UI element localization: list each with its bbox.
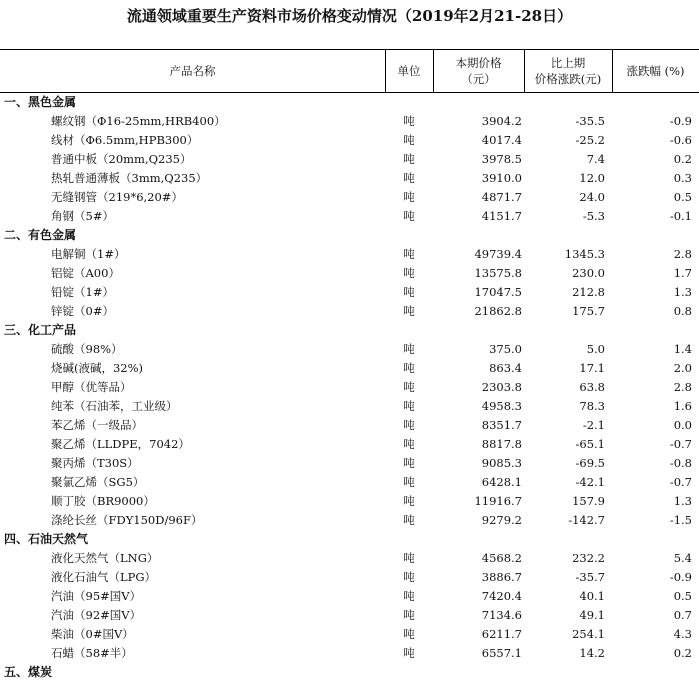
product-name-cell: 液化石油气（LPG）: [51, 570, 157, 584]
page-title: 流通领域重要生产资料市场价格变动情况（2019年2月21-28日）: [126, 7, 573, 25]
product-name-cell: 铅锭（1#）: [51, 285, 114, 299]
section-row: [0, 663, 699, 682]
change-cell: 230.0: [572, 266, 605, 280]
unit-cell: 吨: [403, 513, 415, 527]
pct-change-cell: 1.3: [673, 285, 692, 299]
unit-cell: 吨: [403, 133, 415, 147]
table-row: [0, 112, 699, 131]
pct-change-cell: -0.8: [669, 456, 692, 470]
pct-change-cell: 1.6: [673, 399, 692, 413]
product-name-cell: 铝锭（A00）: [51, 266, 120, 280]
section-title: 三、化工产品: [4, 323, 77, 337]
unit-cell: 吨: [403, 285, 415, 299]
product-name-cell: 涤纶长丝（FDY150D/96F）: [51, 513, 203, 527]
unit-cell: 吨: [403, 247, 415, 261]
pct-change-cell: -0.7: [669, 475, 692, 489]
price-cell: 49739.4: [474, 247, 522, 261]
product-name-cell: 普通中板（20mm,Q235）: [51, 152, 192, 166]
table-row: [0, 568, 699, 587]
change-cell: -35.7: [575, 570, 605, 584]
change-cell: -69.5: [575, 456, 605, 470]
product-name-cell: 苯乙烯（一级品）: [51, 418, 143, 432]
pct-change-cell: 1.4: [673, 342, 692, 356]
table-row: [0, 549, 699, 568]
price-cell: 7134.6: [481, 608, 522, 622]
product-name-cell: 柴油（0#国Ⅴ）: [51, 627, 134, 641]
header-pct: [612, 50, 699, 92]
price-cell: 4017.4: [481, 133, 522, 147]
section-title: 四、石油天然气: [4, 532, 89, 546]
table-row: [0, 625, 699, 644]
price-cell: 7420.4: [481, 589, 522, 603]
unit-cell: 吨: [403, 589, 415, 603]
pct-change-cell: 1.3: [673, 494, 692, 508]
pct-change-cell: -1.5: [669, 513, 692, 527]
change-cell: 1345.3: [564, 247, 605, 261]
change-cell: 78.3: [579, 399, 605, 413]
product-name-cell: 硫酸（98%）: [51, 342, 123, 356]
price-cell: 8351.7: [481, 418, 522, 432]
unit-cell: 吨: [403, 418, 415, 432]
unit-cell: 吨: [403, 494, 415, 508]
table-row: [0, 207, 699, 226]
pct-change-cell: 2.0: [673, 361, 692, 375]
table-row: [0, 131, 699, 150]
change-cell: -2.1: [582, 418, 605, 432]
table-row: [0, 150, 699, 169]
table-row: [0, 587, 699, 606]
price-cell: 6428.1: [481, 475, 522, 489]
change-cell: 175.7: [572, 304, 605, 318]
unit-cell: 吨: [403, 551, 415, 565]
table-row: [0, 188, 699, 207]
change-cell: 7.4: [586, 152, 605, 166]
product-name-cell: 无缝钢管（219*6,20#）: [51, 190, 183, 204]
header-price: [433, 50, 524, 92]
pct-change-cell: 0.2: [673, 646, 692, 660]
table-row: [0, 454, 699, 473]
header-change-line1: 比上期: [550, 56, 586, 70]
pct-change-cell: 0.2: [673, 152, 692, 166]
pct-change-cell: -0.9: [669, 114, 692, 128]
price-cell: 3978.5: [481, 152, 522, 166]
change-cell: 17.1: [579, 361, 605, 375]
change-cell: -35.5: [575, 114, 605, 128]
change-cell: 14.2: [579, 646, 605, 660]
unit-cell: 吨: [403, 399, 415, 413]
pct-change-cell: 2.8: [673, 380, 692, 394]
product-name-cell: 热轧普通薄板（3mm,Q235）: [51, 171, 208, 185]
change-cell: -42.1: [575, 475, 605, 489]
unit-cell: 吨: [403, 266, 415, 280]
unit-cell: 吨: [403, 361, 415, 375]
price-cell: 3904.2: [481, 114, 522, 128]
pct-change-cell: -0.7: [669, 437, 692, 451]
table-row: [0, 416, 699, 435]
price-cell: 375.0: [489, 342, 522, 356]
change-cell: 49.1: [579, 608, 605, 622]
header-product-name: [0, 50, 385, 92]
table-row: [0, 169, 699, 188]
unit-cell: 吨: [403, 342, 415, 356]
price-cell: 9085.3: [481, 456, 522, 470]
product-name-cell: 纯苯（石油苯，工业级）: [51, 399, 178, 413]
unit-cell: 吨: [403, 152, 415, 166]
change-cell: 40.1: [579, 589, 605, 603]
header-price-line2: （元）: [461, 72, 496, 86]
section-row: [0, 93, 699, 112]
table-row: [0, 283, 699, 302]
header-price-line1: 本期价格: [455, 56, 502, 70]
table-row: [0, 245, 699, 264]
header-unit: [385, 50, 433, 92]
price-cell: 4871.7: [481, 190, 522, 204]
table-row: [0, 359, 699, 378]
price-cell: 4151.7: [481, 209, 522, 223]
change-cell: 63.8: [579, 380, 605, 394]
unit-cell: 吨: [403, 171, 415, 185]
price-cell: 21862.8: [474, 304, 522, 318]
product-name-cell: 电解铜（1#）: [51, 247, 126, 261]
pct-change-cell: 0.3: [673, 171, 692, 185]
table-row: [0, 473, 699, 492]
product-name-cell: 顺丁胶（BR9000）: [51, 494, 155, 508]
unit-cell: 吨: [403, 627, 415, 641]
section-row: [0, 226, 699, 245]
unit-cell: 吨: [403, 456, 415, 470]
price-cell: 11916.7: [474, 494, 522, 508]
price-cell: 8817.8: [481, 437, 522, 451]
header-unit-label: 单位: [397, 64, 421, 78]
product-name-cell: 聚乙烯（LLDPE，7042）: [51, 437, 190, 451]
section-row: [0, 530, 699, 549]
unit-cell: 吨: [403, 437, 415, 451]
price-cell: 4958.3: [481, 399, 522, 413]
table-row: [0, 302, 699, 321]
header-change: [524, 50, 612, 92]
product-name-cell: 烧碱(液碱，32%): [51, 361, 144, 375]
product-name-cell: 液化天然气（LNG）: [51, 551, 159, 565]
table-row: [0, 435, 699, 454]
price-cell: 4568.2: [481, 551, 522, 565]
pct-change-cell: -0.1: [669, 209, 692, 223]
pct-change-cell: 0.0: [673, 418, 692, 432]
pct-change-cell: 0.8: [673, 304, 692, 318]
pct-change-cell: 1.7: [673, 266, 692, 280]
change-cell: -142.7: [568, 513, 605, 527]
unit-cell: 吨: [403, 608, 415, 622]
table-row: [0, 492, 699, 511]
product-name-cell: 聚丙烯（T30S）: [51, 456, 139, 470]
product-name-cell: 聚氯乙烯（SG5）: [51, 475, 145, 489]
price-cell: 17047.5: [474, 285, 522, 299]
pct-change-cell: 5.4: [673, 551, 692, 565]
price-cell: 863.4: [489, 361, 522, 375]
unit-cell: 吨: [403, 114, 415, 128]
pct-change-cell: 4.3: [673, 627, 692, 641]
table-row: [0, 606, 699, 625]
pct-change-cell: 0.7: [673, 608, 692, 622]
change-cell: 5.0: [586, 342, 605, 356]
table-row: [0, 264, 699, 283]
product-name-cell: 角钢（5#）: [51, 209, 114, 223]
price-cell: 6211.7: [481, 627, 522, 641]
product-name-cell: 线材（Φ6.5mm,HPB300）: [51, 133, 199, 147]
unit-cell: 吨: [403, 304, 415, 318]
pct-change-cell: 0.5: [673, 190, 692, 204]
product-name-cell: 汽油（92#国Ⅴ）: [51, 608, 142, 622]
price-cell: 3886.7: [481, 570, 522, 584]
header-pct-label: 涨跌幅 (%): [626, 64, 685, 78]
price-cell: 2303.8: [481, 380, 522, 394]
change-cell: 254.1: [572, 627, 605, 641]
unit-cell: 吨: [403, 646, 415, 660]
table-row: [0, 511, 699, 530]
price-cell: 6557.1: [481, 646, 522, 660]
change-cell: -5.3: [582, 209, 605, 223]
product-name-cell: 石蜡（58#半）: [51, 646, 133, 660]
change-cell: -25.2: [575, 133, 605, 147]
section-row: [0, 321, 699, 340]
change-cell: 232.2: [572, 551, 605, 565]
product-name-cell: 螺纹钢（Φ16-25mm,HRB400）: [51, 114, 226, 128]
table-row: [0, 644, 699, 663]
pct-change-cell: -0.6: [669, 133, 692, 147]
section-title: 五、煤炭: [4, 665, 53, 679]
price-cell: 13575.8: [474, 266, 522, 280]
pct-change-cell: 0.5: [673, 589, 692, 603]
table-body: [0, 93, 699, 682]
pct-change-cell: 2.8: [673, 247, 692, 261]
unit-cell: 吨: [403, 190, 415, 204]
header-product-label: 产品名称: [169, 64, 216, 78]
change-cell: -65.1: [575, 437, 605, 451]
header-change-line2: 价格涨跌(元): [534, 72, 602, 86]
price-cell: 3910.0: [481, 171, 522, 185]
unit-cell: 吨: [403, 380, 415, 394]
price-cell: 9279.2: [481, 513, 522, 527]
unit-cell: 吨: [403, 209, 415, 223]
section-title: 二、有色金属: [4, 228, 77, 242]
table-row: [0, 340, 699, 359]
product-name-cell: 锌锭（0#）: [51, 304, 114, 318]
pct-change-cell: -0.9: [669, 570, 692, 584]
change-cell: 212.8: [572, 285, 605, 299]
change-cell: 24.0: [579, 190, 605, 204]
change-cell: 157.9: [572, 494, 605, 508]
unit-cell: 吨: [403, 475, 415, 489]
product-name-cell: 甲醇（优等品）: [51, 380, 132, 394]
section-title: 一、黑色金属: [4, 95, 77, 109]
product-name-cell: 汽油（95#国Ⅴ）: [51, 589, 142, 603]
unit-cell: 吨: [403, 570, 415, 584]
change-cell: 12.0: [579, 171, 605, 185]
table-row: [0, 378, 699, 397]
table-row: [0, 397, 699, 416]
